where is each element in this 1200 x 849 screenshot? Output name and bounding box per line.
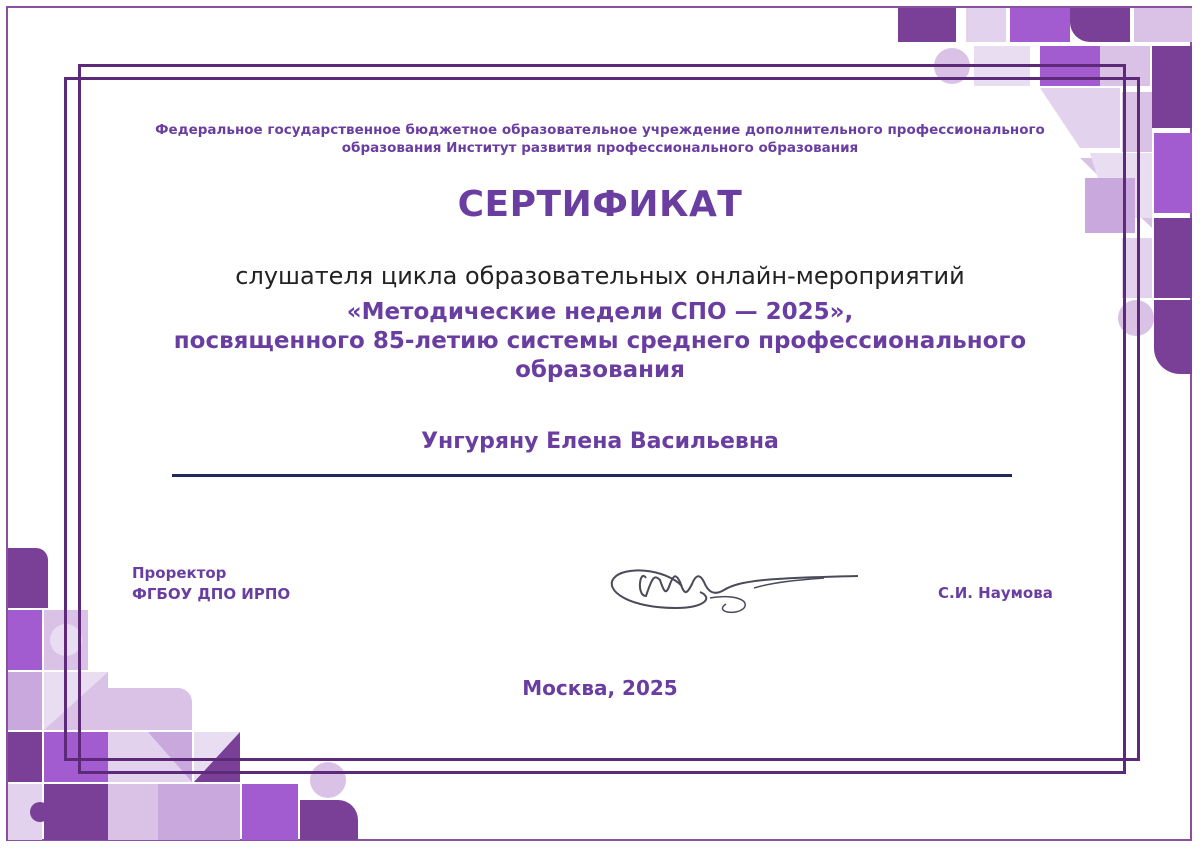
event-dedication-line-1: посвященного 85-летию системы среднего профессионального — [173, 328, 1027, 354]
certificate-subtitle: слушателя цикла образовательных онлайн-мероприятий — [235, 262, 965, 290]
org-line-1: Федеральное государственное бюджетное образовательное учреждение дополнительного профессионального — [155, 122, 1045, 138]
certificate-title: СЕРТИФИКАТ — [457, 184, 743, 225]
place-and-year: Москва, 2025 — [522, 676, 678, 700]
event-description — [100, 298, 1100, 385]
signer-organization: ФГБОУ ДПО ИРПО — [132, 585, 291, 603]
signer-role — [132, 563, 290, 605]
event-dedication-line-2: образования — [515, 357, 685, 383]
handwritten-signature-icon — [414, 538, 880, 646]
signer-name: С.И. Наумова — [938, 584, 1053, 602]
recipient-underline — [172, 474, 1012, 477]
signer-position: Проректор — [132, 564, 227, 582]
recipient-name: Унгуряну Елена Васильевна — [421, 429, 779, 454]
event-name: «Методические недели СПО — 2025», — [346, 299, 854, 325]
decorative-frame-inner — [64, 77, 1140, 761]
issuing-organization — [100, 121, 1100, 157]
signature-area — [414, 538, 880, 646]
org-line-2: образования Институт развития профессионального образования — [341, 140, 859, 156]
